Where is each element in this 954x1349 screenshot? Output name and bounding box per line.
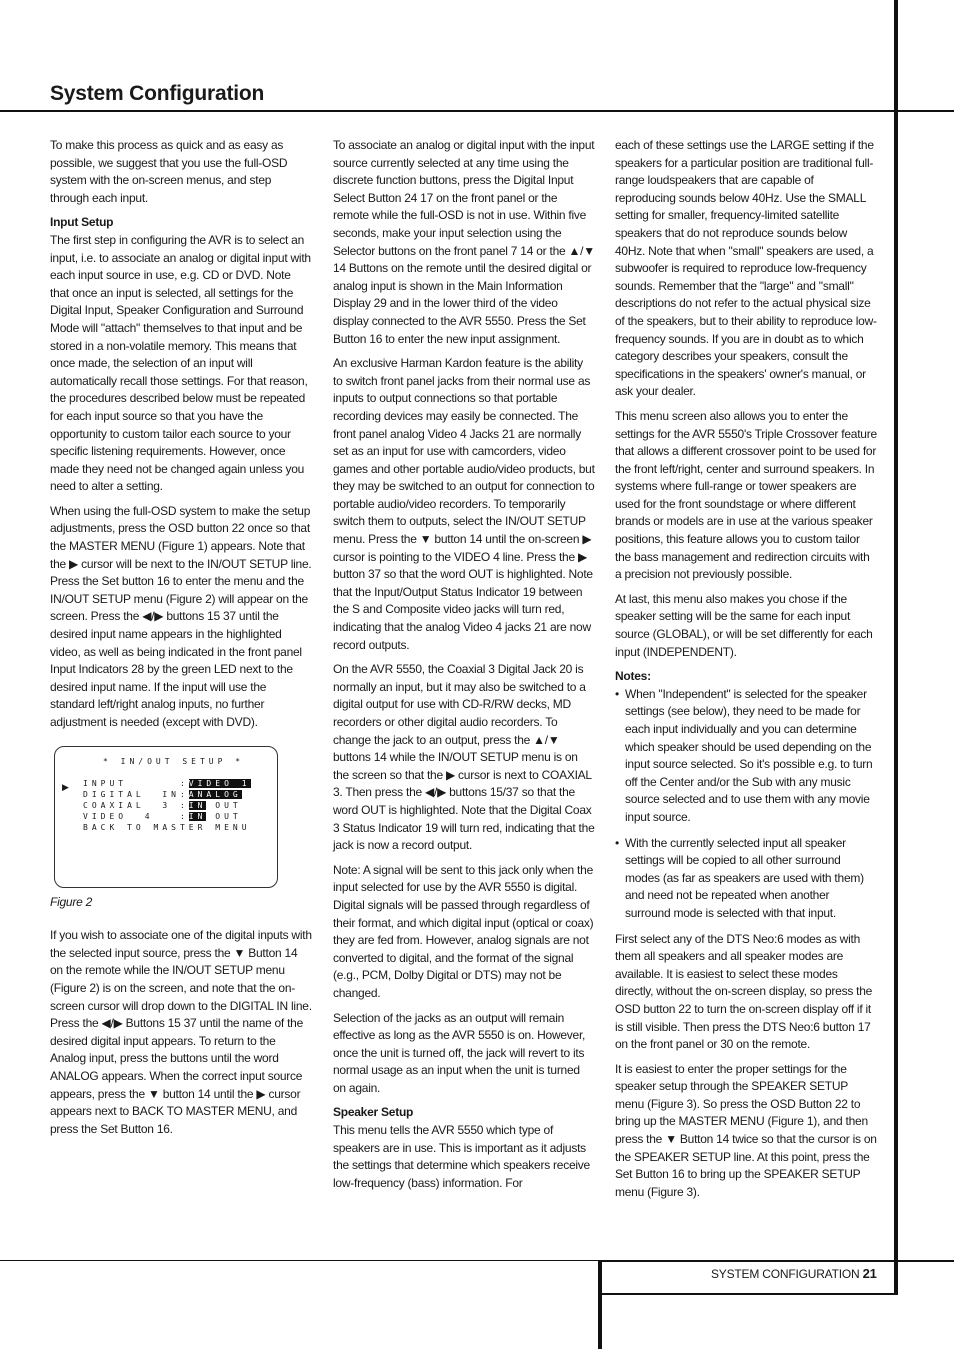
- osd-value: IN: [188, 800, 207, 810]
- footer-vertical-bar: [598, 1260, 602, 1349]
- paragraph: each of these settings use the LARGE setting if the speakers for a particular position are traditional full-range loudspeakers that are capable of reproducing sounds below 40Hz. Use the SMALL setting for smaller, frequency-limited satellite speakers that do not reproduce sounds below 40Hz. Note that when "small" speakers are used, a subwoofer is required to reproduce low-frequency sounds. Remember that the "large" and "small" descriptions do not refer to the actual physical size of the speakers, but to their ability to reproduce low-frequency sounds. If you are in doubt as to which category describes your speakers, consult the specifications in the speakers' owner's manual, or ask your dealer.: [615, 138, 877, 399]
- notes-list: [615, 686, 877, 923]
- paragraph: First select any of the DTS Neo:6 modes as with them all speakers and all speaker modes are available. It is easiest to select these modes directly, without the on-screen display, so press the OSD button 22 to turn the on-screen display off if it is still visible. Then press the DTS Neo:6 button 17 on the front panel or 30 on the remote.: [615, 931, 873, 1052]
- column-3: [615, 137, 877, 1208]
- footer-section: SYSTEM CONFIGURATION: [711, 1267, 860, 1281]
- paragraph: An exclusive Harman Kardon feature is the ability to switch front panel jacks from their normal use as inputs to output connections so that portable recording devices may easily be connected. The front panel analog Video 4 Jacks 21 are normally set as an input for use with camcorders, video games and other portable audio/video products, but they may be switched to an output for connection to portable audio/video recorders. To temporarily switch them to outputs, select the IN/OUT SETUP menu. Press the ▼ button 14 until the on-screen ▶ cursor is pointing to the VIDEO 4 line. Press the ▶ button 37 so that the word OUT is highlighted. Note that the Input/Output Status Indicator 19 between the S and Composite video jacks will turn red, indicating that the analog Video 4 jacks 21 are now record outputs.: [333, 356, 595, 652]
- paragraph: At last, this menu also makes you chose if the speaker setting will be the same for each input source (GLOBAL), or will be set differently for each input (INDEPENDENT).: [615, 591, 873, 659]
- osd-row-input: INPUT :VIDEO 1: [83, 778, 251, 788]
- note-item: • When "Independent" is selected for the speaker settings (see below), they need to be made for each input individually and you can determine which speaker should be used depending on the input source selected. So it's possible e.g. to turn off the Center and/or the Sub with any music source selected and to use them with any movie input source.: [615, 686, 877, 827]
- speaker-setup-section: [333, 1104, 595, 1192]
- paragraph: On the AVR 5550, the Coaxial 3 Digital Jack 20 is normally an input, but it may also be switched to a digital output for use with CD-R/RW decks, MD recorders or other digital audio recorders. To change the jack to an output, press the ▲/▼ buttons 14 while the IN/OUT SETUP menu is on the screen so that the ▶ cursor is next to COAXIAL 3. Then press the ◀/▶ buttons 15/37 so that the word OUT is highlighted. Note that the Digital Coax 3 Status Indicator 19 will turn red, indicating that the jack is now a record output.: [333, 662, 595, 853]
- cursor-arrow-icon: ▶: [62, 781, 69, 792]
- page-title: System Configuration: [50, 82, 265, 105]
- title-rule: [0, 110, 954, 112]
- paragraph: Note: A signal will be sent to this jack only when the input selected for use by the AVR 5550 is digital. Digital signals will be passed through regardless of their format, and which digital input (optical or coax) they are fed from. However, analog signals are not converted to digital, and the format of the signal (e.g., PCM, Dolby Digital or DTS) may not be changed.: [333, 862, 594, 1000]
- paragraph: The first step in configuring the AVR is to select an input, i.e. to associate an analog or digital input with each input source in use, e.g. CD or DVD. Note that once an input is selected, all settings for the Digital Input, Speaker Configuration and Surround Mode will "attach" themselves to that input and be stored in a non-volatile memory. This means that once made, the selection of an input will automatically recall those settings. For that reason, the procedures described below must be repeated for each input source so that you have the opportunity to custom tailor each source to your specific listening requirements. However, once made they need not be changed again unless you need to alter a setting.: [50, 232, 311, 494]
- osd-row-video-4: VIDEO 4 :IN OUT: [83, 811, 242, 821]
- paragraph: It is easiest to enter the proper settings for the speaker setup through the SPEAKER SETUP menu (Figure 3). So press the OSD Button 22 to bring up the MASTER MENU (Figure 1), and then press the ▼ Button 14 twice so that the cursor is on the SPEAKER SETUP line. At this point, press the Set Button 16 to bring up the SPEAKER SETUP menu (Figure 3).: [615, 1061, 877, 1199]
- paragraph: If you wish to associate one of the digital inputs with the selected input source, press the ▼ Button 14 on the remote while the IN/OUT SETUP menu (Figure 2) is on the screen, and note that the on-screen cursor will drop down to the DIGITAL IN line. Press the ◀/▶ Buttons 15 37 until the name of the desired digital input appears. To return to the Analog input, press the buttons until the word ANALOG appears. When the correct input source appears, press the ▼ button 14 until the ▶ cursor appears next to BACK TO MASTER MENU, and press the Set Button 16.: [50, 928, 312, 1136]
- notes-heading: Notes:: [615, 669, 651, 684]
- paragraph: To associate an analog or digital input with the input source currently selected at any time using the discrete function buttons, press the Digital Input Select Button 24 17 on the front panel or the remote while the full-OSD is not in use. Within five seconds, make your input selection using the Selector buttons on the front panel 7 14 or the ▲/▼ 14 Buttons on the remote until the desired digital or analog input is shown in the Main Information Display 29 and in the lower third of the video display connected to the AVR 5550. Press the Set Button 16 to enter the new input assignment.: [333, 138, 595, 346]
- page-number: 21: [862, 1266, 877, 1281]
- osd-value: VIDEO 1: [188, 778, 251, 788]
- osd-row-digital-in: DIGITAL IN:ANALOG: [83, 789, 242, 799]
- right-vertical-bar: [894, 0, 898, 1294]
- footer-bottom-rule: [598, 1293, 898, 1295]
- column-2: [333, 137, 595, 1199]
- paragraph: When using the full-OSD system to make the setup adjustments, press the OSD button 22 once so that the MASTER MENU (Figure 1) appears. Note that the ▶ cursor will be next to the IN/OUT SETUP line. Press the Set button 16 to enter the menu and the IN/OUT SETUP menu (Figure 2) will appear on the screen. Press the ◀/▶ buttons 15 37 until the desired input name appears in the highlighted video, as well as being indicated in the front panel Input Indicators 28 by the green LED next to the desired input name. If the input will use the standard left/right analog inputs, no further adjustment is needed (except with DVD).: [50, 503, 312, 729]
- osd-value: IN: [188, 811, 207, 821]
- osd-row-coaxial-3: COAXIAL 3 :IN OUT: [83, 800, 242, 810]
- footer-rule: [598, 1260, 954, 1262]
- osd-value: ANALOG: [188, 789, 242, 799]
- paragraph: This menu tells the AVR 5550 which type of speakers are in use. This is important as it adjusts the settings that determine which speakers receive low-frequency (bass) information. For: [333, 1123, 590, 1190]
- page-footer: [711, 1266, 877, 1281]
- note-item: • With the currently selected input all speaker settings will be copied to all other surround modes (as far as speakers are used with them) and need not be repeated when another surround mode is selected with that input.: [615, 835, 877, 923]
- paragraph: This menu screen also allows you to enter the settings for the AVR 5550's Triple Crossover feature that allows a different crossover point to be used for the front left/right, center and surround speakers. In systems where full-range or tower speakers are used for the front soundstage or where different brands or models are in use at the various speaker positions, this feature allows you to custom tailor the bass management and redirection circuits with a precision not previously possible.: [615, 408, 877, 582]
- section-heading: Input Setup: [50, 215, 114, 230]
- input-setup-section: [50, 214, 312, 496]
- section-heading: Speaker Setup: [333, 1105, 414, 1120]
- footer-rule-left: [0, 1260, 598, 1261]
- column-1: [50, 137, 312, 1145]
- paragraph: To make this process as quick and as easy as possible, we suggest that you use the full-OSD system with the on-screen menus, and step through each input.: [50, 138, 288, 205]
- figure-caption: Figure 2: [50, 894, 93, 909]
- paragraph: Selection of the jacks as an output will remain effective as long as the AVR 5550 is on. However, once the unit is turned off, the jack will revert to its normal usage as an input when the unit is turned on again.: [333, 1010, 586, 1095]
- osd-screen-figure-2: [54, 746, 278, 888]
- osd-row-back: BACK TO MASTER MENU: [83, 822, 251, 832]
- osd-title: * IN/OUT SETUP *: [103, 756, 245, 766]
